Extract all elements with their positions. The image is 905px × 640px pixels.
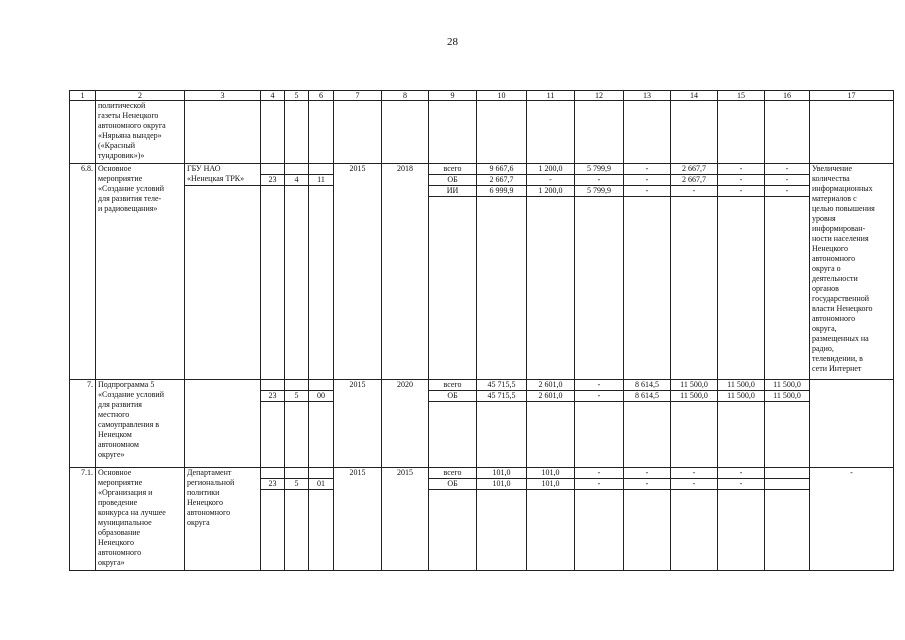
code-cell: 23 [261, 175, 285, 186]
amount-cell: - [624, 164, 671, 175]
header-cell: 11 [527, 91, 575, 101]
row-number: 6.8. [70, 164, 96, 380]
funding-source: ОБ [429, 175, 477, 186]
funding-source: всего [429, 468, 477, 479]
amount-cell: 5 799,9 [575, 164, 624, 175]
amount-cell: - [575, 391, 624, 402]
amount-cell: - [718, 175, 765, 186]
amount-cell: - [575, 468, 624, 479]
page-number: 28 [447, 36, 458, 48]
funding-source: всего [429, 380, 477, 391]
table-row [70, 186, 894, 197]
amount-cell: - [624, 479, 671, 490]
amount-cell: - [718, 479, 765, 490]
amount-cell: 45 715,5 [477, 391, 527, 402]
code-cell: 11 [309, 175, 334, 186]
executor: Департамент региональной политики Ненецкого автономного округа [185, 468, 261, 571]
end-year: 2018 [382, 164, 429, 380]
expected-result: - [810, 468, 894, 571]
header-cell: 2 [96, 91, 185, 101]
code-cell: 00 [309, 391, 334, 402]
amount-cell: 11 500,0 [765, 391, 810, 402]
start-year: 2015 [334, 380, 382, 468]
amount-cell: 101,0 [477, 479, 527, 490]
amount-cell: - [624, 186, 671, 197]
funding-source: всего [429, 164, 477, 175]
amount-cell: 101,0 [527, 479, 575, 490]
amount-cell: - [575, 380, 624, 391]
amount-cell: 11 500,0 [671, 380, 718, 391]
funding-source: ОБ [429, 391, 477, 402]
amount-cell: 5 799,9 [575, 186, 624, 197]
amount-cell: - [671, 479, 718, 490]
amount-cell: - [765, 186, 810, 197]
code-cell: 23 [261, 391, 285, 402]
amount-cell: - [718, 468, 765, 479]
header-cell: 16 [765, 91, 810, 101]
amount-cell: - [671, 186, 718, 197]
header-cell: 17 [810, 91, 894, 101]
amount-cell: - [718, 164, 765, 175]
amount-cell: - [624, 468, 671, 479]
amount-cell: 2 601,0 [527, 380, 575, 391]
amount-cell: 11 500,0 [718, 391, 765, 402]
start-year: 2015 [334, 468, 382, 571]
amount-cell: - [575, 479, 624, 490]
amount-cell: - [671, 468, 718, 479]
event-name: Основное мероприятие «Создание условий для развития теле- и радиовещания» [96, 164, 185, 380]
header-cell: 3 [185, 91, 261, 101]
amount-cell: 6 999,9 [477, 186, 527, 197]
expected-result: Увеличение количества информационных материалов с целью повышения уровня информирован- ности населения Ненецкого автономного округа о деятельности органов государственной власти Ненецкого автономного округа, размещенных на радио, телевидении, в сети Интернет [810, 164, 894, 380]
header-cell: 5 [285, 91, 309, 101]
amount-cell: 2 667,7 [671, 175, 718, 186]
header-cell: 10 [477, 91, 527, 101]
header-cell: 14 [671, 91, 718, 101]
amount-cell: 8 614,5 [624, 380, 671, 391]
row-number: 7. [70, 380, 96, 468]
end-year: 2015 [382, 468, 429, 571]
code-cell: 23 [261, 479, 285, 490]
amount-cell: 1 200,0 [527, 164, 575, 175]
amount-cell: - [765, 164, 810, 175]
amount-cell: 2 667,7 [671, 164, 718, 175]
table-row [70, 468, 894, 479]
header-cell: 4 [261, 91, 285, 101]
table-row [70, 164, 894, 175]
header-cell: 1 [70, 91, 96, 101]
amount-cell: 45 715,5 [477, 380, 527, 391]
amount-cell: 101,0 [477, 468, 527, 479]
amount-cell: 11 500,0 [765, 380, 810, 391]
start-year: 2015 [334, 164, 382, 380]
amount-cell: 11 500,0 [671, 391, 718, 402]
amount-cell: 101,0 [527, 468, 575, 479]
funding-source: ИИ [429, 186, 477, 197]
amount-cell: 1 200,0 [527, 186, 575, 197]
executor: ГБУ НАО «Ненецкая ТРК» [185, 164, 261, 186]
budget-table [69, 90, 894, 571]
header-cell: 7 [334, 91, 382, 101]
header-cell: 9 [429, 91, 477, 101]
amount-cell: 11 500,0 [718, 380, 765, 391]
amount-cell: 9 667,6 [477, 164, 527, 175]
event-name: политической газеты Ненецкого автономного округа «Нярьяна вындер» («Красный тундровик»)» [96, 101, 185, 164]
row-number: 7.1. [70, 468, 96, 571]
amount-cell: 2 601,0 [527, 391, 575, 402]
amount-cell: - [718, 186, 765, 197]
header-cell: 15 [718, 91, 765, 101]
amount-cell: - [527, 175, 575, 186]
funding-source: ОБ [429, 479, 477, 490]
table-row [70, 380, 894, 391]
code-cell: 5 [285, 479, 309, 490]
amount-cell [765, 479, 810, 490]
event-name: Основное мероприятие «Организация и проведение конкурса на лучшее муниципальное образование Ненецкого автономного округа» [96, 468, 185, 571]
amount-cell [765, 468, 810, 479]
code-cell: 5 [285, 391, 309, 402]
amount-cell: 2 667,7 [477, 175, 527, 186]
header-row [70, 91, 894, 101]
end-year: 2020 [382, 380, 429, 468]
code-cell: 4 [285, 175, 309, 186]
amount-cell: - [765, 175, 810, 186]
amount-cell: - [624, 175, 671, 186]
subprogram-name: Подпрограмма 5 «Создание условий для развития местного самоуправления в Ненецком автономном округе» [96, 380, 185, 468]
amount-cell: - [575, 175, 624, 186]
table-row-continuation [70, 101, 894, 164]
header-cell: 8 [382, 91, 429, 101]
code-cell: 01 [309, 479, 334, 490]
header-cell: 12 [575, 91, 624, 101]
amount-cell: 8 614,5 [624, 391, 671, 402]
header-cell: 6 [309, 91, 334, 101]
header-cell: 13 [624, 91, 671, 101]
